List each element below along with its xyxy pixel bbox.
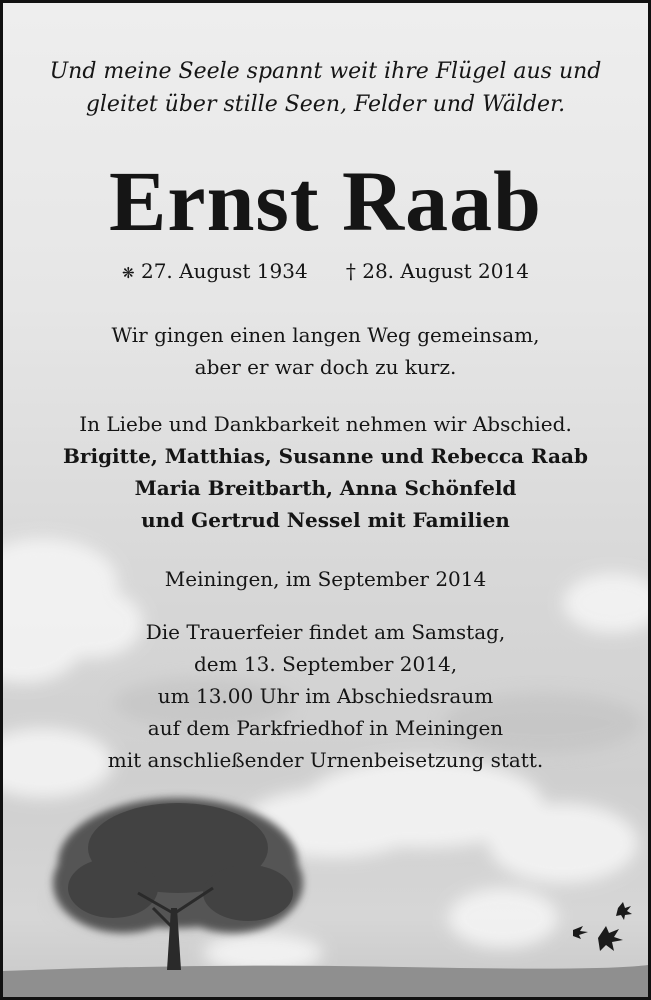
- death-symbol: †: [345, 259, 356, 283]
- leaves-icon: [568, 900, 638, 955]
- quote: [3, 319, 648, 383]
- ceremony-info: [3, 616, 648, 776]
- place-date: Meiningen, im September 2014: [164, 567, 487, 591]
- deceased-name: Ernst Raab: [109, 153, 542, 249]
- ceremony-line: dem 13. September 2014,: [193, 652, 458, 676]
- ceremony-line: Die Trauerfeier findet am Samstag,: [145, 620, 506, 644]
- quote-line: Wir gingen einen langen Weg gemeinsam,: [111, 323, 540, 347]
- ceremony-line: mit anschließender Urnenbeisetzung statt.: [107, 748, 544, 772]
- birth-symbol: ❋: [122, 264, 135, 282]
- death-date: 28. August 2014: [362, 259, 529, 283]
- tree-icon: [43, 788, 313, 978]
- birth-date: 27. August 1934: [140, 259, 308, 283]
- farewell-intro: In Liebe und Dankbarkeit nehmen wir Abschied.: [79, 412, 572, 436]
- ceremony-line: um 13.00 Uhr im Abschiedsraum: [157, 684, 494, 708]
- farewell: [3, 408, 648, 536]
- motto-line: gleitet über stille Seen, Felder und Wälder.: [85, 92, 566, 117]
- motto-line: Und meine Seele spannt weit ihre Flügel aus und: [49, 59, 602, 84]
- mourner-names: Maria Breitbarth, Anna Schönfeld: [134, 476, 517, 500]
- mourner-names: Brigitte, Matthias, Susanne und Rebecca Raab: [63, 444, 588, 468]
- ceremony-line: auf dem Parkfriedhof in Meiningen: [147, 716, 504, 740]
- quote-line: aber er war doch zu kurz.: [194, 355, 457, 379]
- motto: [3, 55, 648, 121]
- mourner-names: und Gertrud Nessel mit Familien: [141, 508, 510, 532]
- life-dates: [3, 256, 648, 288]
